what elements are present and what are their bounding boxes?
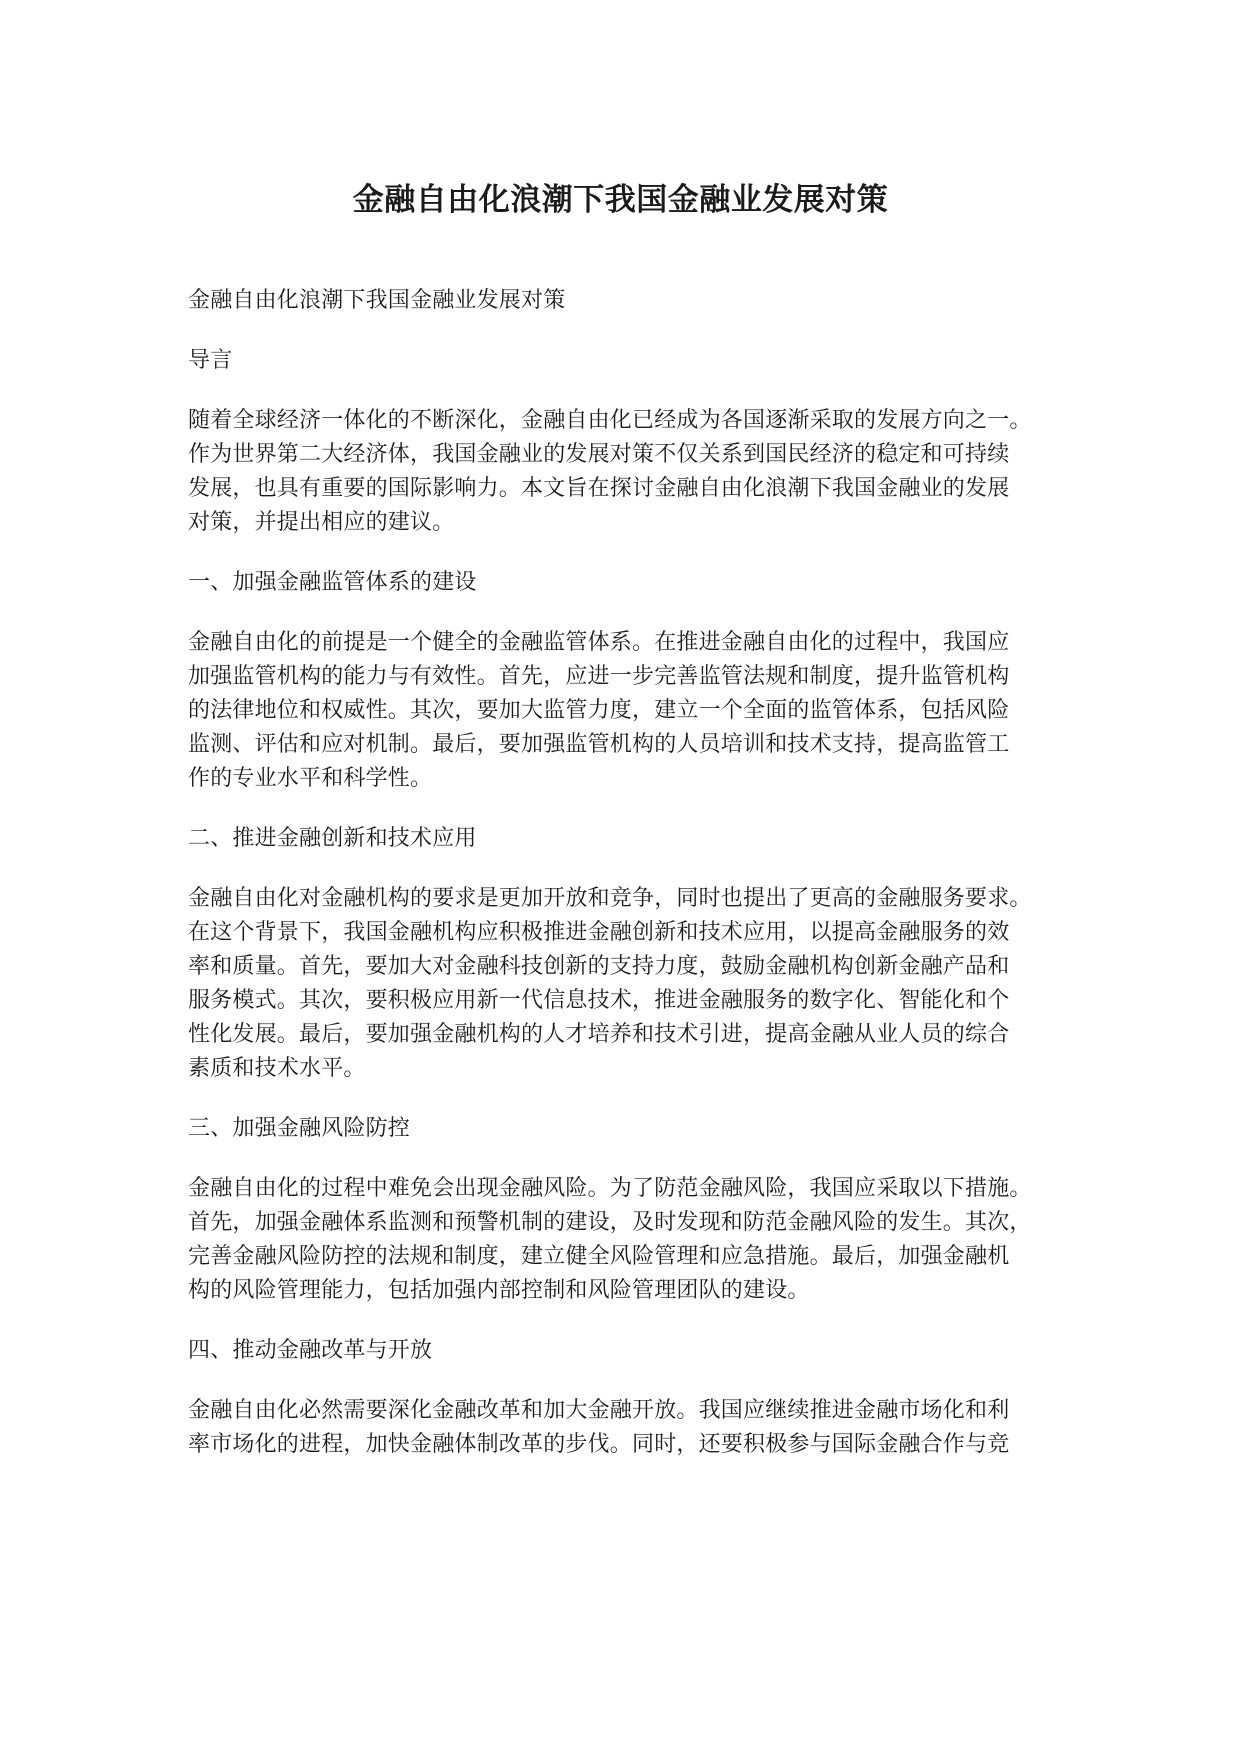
section3-heading: 三、加强金融风险防控 xyxy=(188,1116,411,1141)
paragraph-line: 完善金融风险防控的法规和制度，建立健全风险管理和应急措施。最后，加强金融机 xyxy=(188,1244,1010,1269)
paragraph-line: 金融自由化的前提是一个健全的金融监管体系。在推进金融自由化的过程中，我国应 xyxy=(188,630,1010,655)
section2-heading: 二、推进金融创新和技术应用 xyxy=(188,826,477,851)
intro-paragraph xyxy=(188,404,1068,540)
paragraph-line: 发展，也具有重要的国际影响力。本文旨在探讨金融自由化浪潮下我国金融业的发展 xyxy=(188,476,1010,501)
paragraph-line: 金融自由化对金融机构的要求是更加开放和竞争，同时也提出了更高的金融服务要求。 xyxy=(188,886,1032,911)
paragraph-line: 作为世界第二大经济体，我国金融业的发展对策不仅关系到国民经济的稳定和可持续 xyxy=(188,442,1010,467)
section1-paragraph xyxy=(188,626,1068,796)
paragraph-line: 率和质量。首先，要加大对金融科技创新的支持力度，鼓励金融机构创新金融产品和 xyxy=(188,954,1010,979)
document-body xyxy=(188,284,1068,1488)
paragraph-line: 素质和技术水平。 xyxy=(188,1056,366,1081)
section4-heading: 四、推动金融改革与开放 xyxy=(188,1338,433,1363)
paragraph-line: 金融自由化必然需要深化金融改革和加大金融开放。我国应继续推进金融市场化和利 xyxy=(188,1398,1010,1423)
paragraph-line: 在这个背景下，我国金融机构应积极推进金融创新和技术应用，以提高金融服务的效 xyxy=(188,920,1010,945)
paragraph-line: 的法律地位和权威性。其次，要加大监管力度，建立一个全面的监管体系，包括风险 xyxy=(188,698,1010,723)
paragraph-line: 作的专业水平和科学性。 xyxy=(188,766,433,791)
section1-heading: 一、加强金融监管体系的建设 xyxy=(188,570,477,595)
document-subtitle: 金融自由化浪潮下我国金融业发展对策 xyxy=(188,288,566,313)
paragraph-line: 构的风险管理能力，包括加强内部控制和风险管理团队的建设。 xyxy=(188,1278,810,1303)
intro-heading: 导言 xyxy=(188,348,233,373)
paragraph-line: 金融自由化的过程中难免会出现金融风险。为了防范金融风险，我国应采取以下措施。 xyxy=(188,1176,1032,1201)
paragraph-line: 首先，加强金融体系监测和预警机制的建设，及时发现和防范金融风险的发生。其次， xyxy=(188,1210,1032,1235)
paragraph-line: 监测、评估和应对机制。最后，要加强监管机构的人员培训和技术支持，提高监管工 xyxy=(188,732,1010,757)
section4-paragraph xyxy=(188,1394,1068,1462)
paragraph-line: 对策，并提出相应的建议。 xyxy=(188,510,455,535)
paragraph-line: 服务模式。其次，要积极应用新一代信息技术，推进金融服务的数字化、智能化和个 xyxy=(188,988,1010,1013)
section2-paragraph xyxy=(188,882,1068,1086)
paragraph-line: 加强监管机构的能力与有效性。首先，应进一步完善监管法规和制度，提升监管机构 xyxy=(188,664,1010,689)
paragraph-line: 率市场化的进程，加快金融体制改革的步伐。同时，还要积极参与国际金融合作与竞 xyxy=(188,1432,1010,1457)
paragraph-line: 性化发展。最后，要加强金融机构的人才培养和技术引进，提高金融从业人员的综合 xyxy=(188,1022,1010,1047)
section3-paragraph xyxy=(188,1172,1068,1308)
document-title: 金融自由化浪潮下我国金融业发展对策 xyxy=(352,182,889,218)
paragraph-line: 随着全球经济一体化的不断深化，金融自由化已经成为各国逐渐采取的发展方向之一。 xyxy=(188,408,1032,433)
